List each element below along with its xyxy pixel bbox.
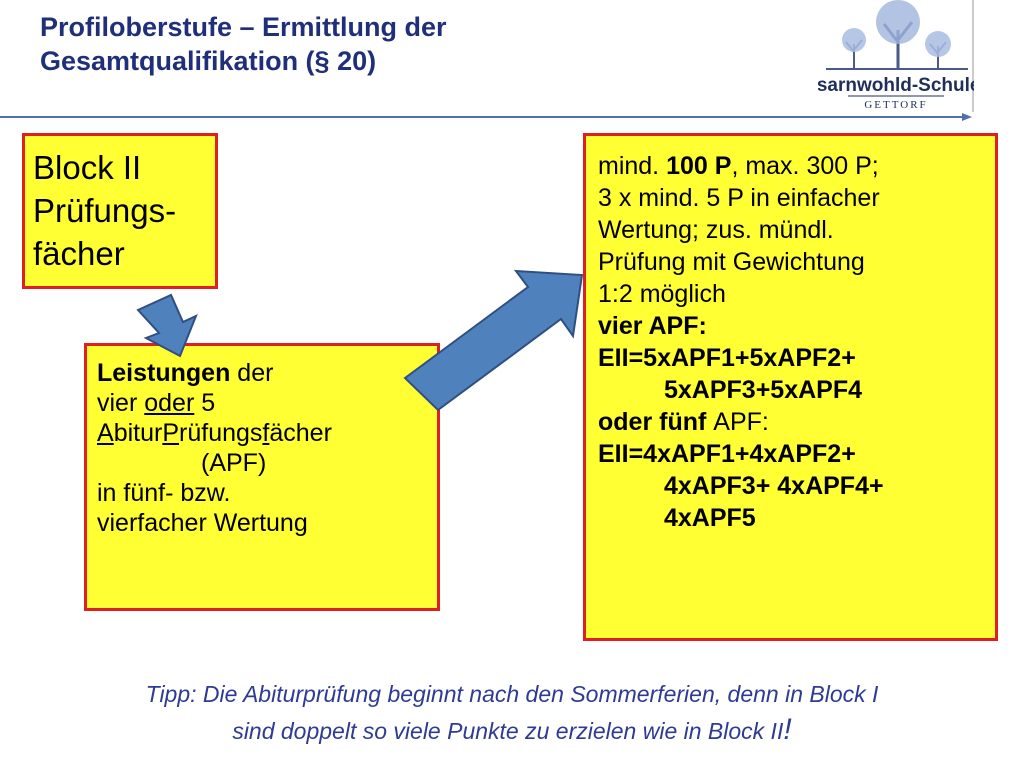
leistungen-line-6: vierfacher Wertung bbox=[97, 509, 308, 537]
conditions-line-10: EII=4xAPF1+4xAPF2+ bbox=[598, 440, 856, 468]
conditions-line-5: 1:2 möglich bbox=[598, 280, 726, 308]
leistungen-line-5: in fünf- bzw. bbox=[97, 479, 231, 507]
header-divider bbox=[0, 113, 975, 121]
tip-line-1: Tipp: Die Abiturprüfung beginnt nach den Sommerferien, denn in Block I bbox=[145, 681, 879, 707]
conditions-line-3: Wertung; zus. mündl. bbox=[598, 216, 834, 244]
leistungen-line-3: AbiturPrüfungsfächer bbox=[97, 419, 332, 447]
leistungen-line-1: Leistungen der bbox=[97, 359, 274, 387]
conditions-line-12: 4xAPF5 bbox=[664, 504, 756, 532]
conditions-line-1: mind. 100 P, max. 300 P; bbox=[598, 152, 879, 180]
conditions-line-7: EII=5xAPF1+5xAPF2+ bbox=[598, 344, 856, 372]
block-ii-line-1: Block II bbox=[33, 149, 142, 186]
leistungen-box bbox=[84, 343, 440, 611]
block-ii-line-2: Prüfungs- bbox=[33, 192, 177, 229]
conditions-box bbox=[583, 133, 998, 641]
logo-place: GETTORF bbox=[864, 99, 928, 111]
tip-text bbox=[0, 676, 1024, 749]
conditions-line-8: 5xAPF3+5xAPF4 bbox=[664, 376, 863, 404]
conditions-line-2: 3 x mind. 5 P in einfacher bbox=[598, 184, 880, 212]
title-line-2: Gesamtqualifikation (§ 20) bbox=[40, 46, 377, 76]
conditions-line-9: oder fünf APF: bbox=[598, 408, 769, 436]
conditions-line-6: vier APF: bbox=[598, 312, 707, 340]
tip-line-2: sind doppelt so viele Punkte zu erzielen wie in Block II! bbox=[232, 713, 792, 746]
leistungen-line-4: (APF) bbox=[201, 449, 267, 477]
school-logo bbox=[818, 0, 974, 112]
conditions-line-4: Prüfung mit Gewichtung bbox=[598, 248, 865, 276]
block-ii-line-3: fächer bbox=[33, 235, 125, 272]
title-line-1: Profiloberstufe – Ermittlung der bbox=[40, 12, 447, 42]
leistungen-line-2: vier oder 5 bbox=[97, 389, 216, 417]
block-ii-box bbox=[22, 133, 218, 289]
slide-title bbox=[40, 10, 780, 78]
tree-logo-icon bbox=[818, 0, 974, 112]
logo-school-name: Isarnwohld-Schule bbox=[818, 75, 974, 96]
conditions-line-11: 4xAPF3+ 4xAPF4+ bbox=[664, 472, 884, 500]
